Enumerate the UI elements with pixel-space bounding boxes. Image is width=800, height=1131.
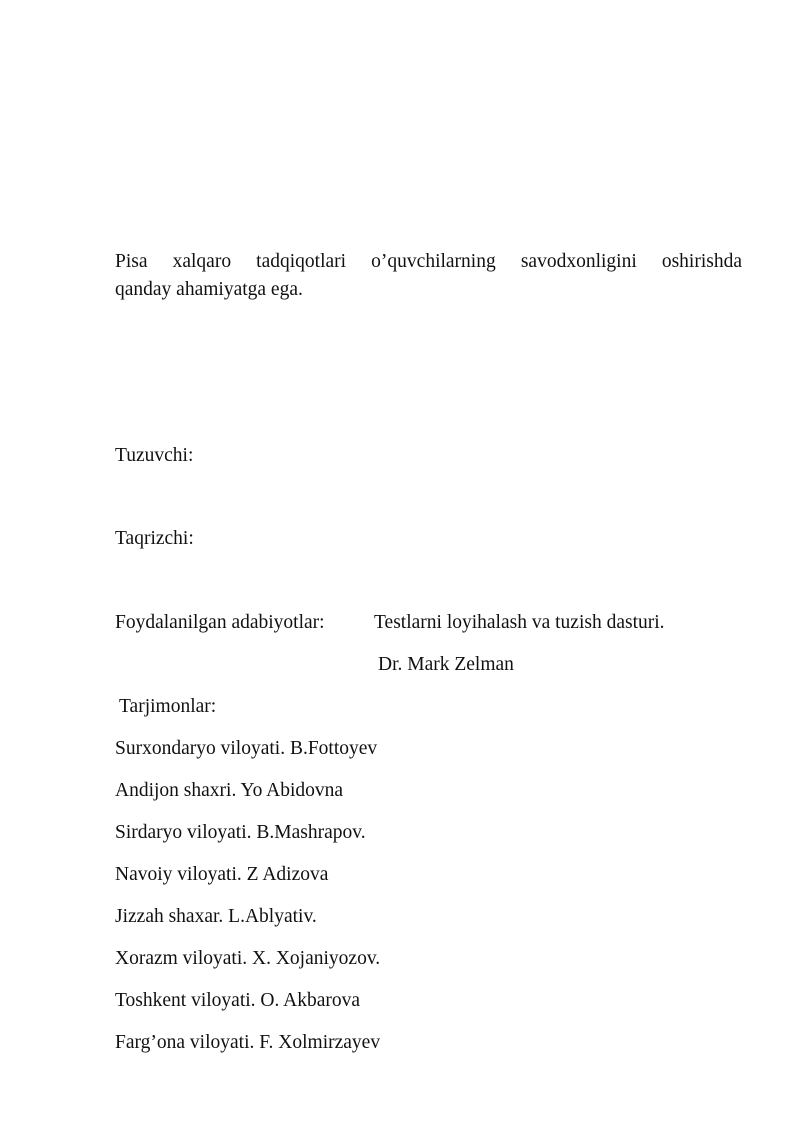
- reference-title: Testlarni loyihalash va tuzish dasturi.: [374, 612, 665, 633]
- translators-label: Tarjimonlar:: [119, 696, 217, 717]
- topic-line-1: Pisa xalqaro tadqiqotlari o’quvchilarning savodxonligini oshirishda: [115, 251, 742, 272]
- topic-line-2: qanday ahamiyatga ega.: [115, 279, 303, 300]
- translator-item: Andijon shaxri. Yo Abidovna: [115, 780, 344, 801]
- reviewer-label: Taqrizchi:: [115, 528, 194, 549]
- references-label: Foydalanilgan adabiyotlar:: [115, 612, 325, 633]
- translator-item: Surxondaryo viloyati. B.Fottoyev: [115, 738, 378, 759]
- translator-item: Jizzah shaxar. L.Ablyativ.: [115, 906, 317, 927]
- translator-item: Navoiy viloyati. Z Adizova: [115, 864, 329, 885]
- compiler-label: Tuzuvchi:: [115, 445, 194, 466]
- translator-item: Xorazm viloyati. X. Xojaniyozov.: [115, 948, 381, 969]
- translator-item: Farg’ona viloyati. F. Xolmirzayev: [115, 1032, 381, 1053]
- reference-author: Dr. Mark Zelman: [378, 654, 514, 675]
- translator-item: Toshkent viloyati. O. Akbarova: [115, 990, 361, 1011]
- translator-item: Sirdaryo viloyati. B.Mashrapov.: [115, 822, 366, 843]
